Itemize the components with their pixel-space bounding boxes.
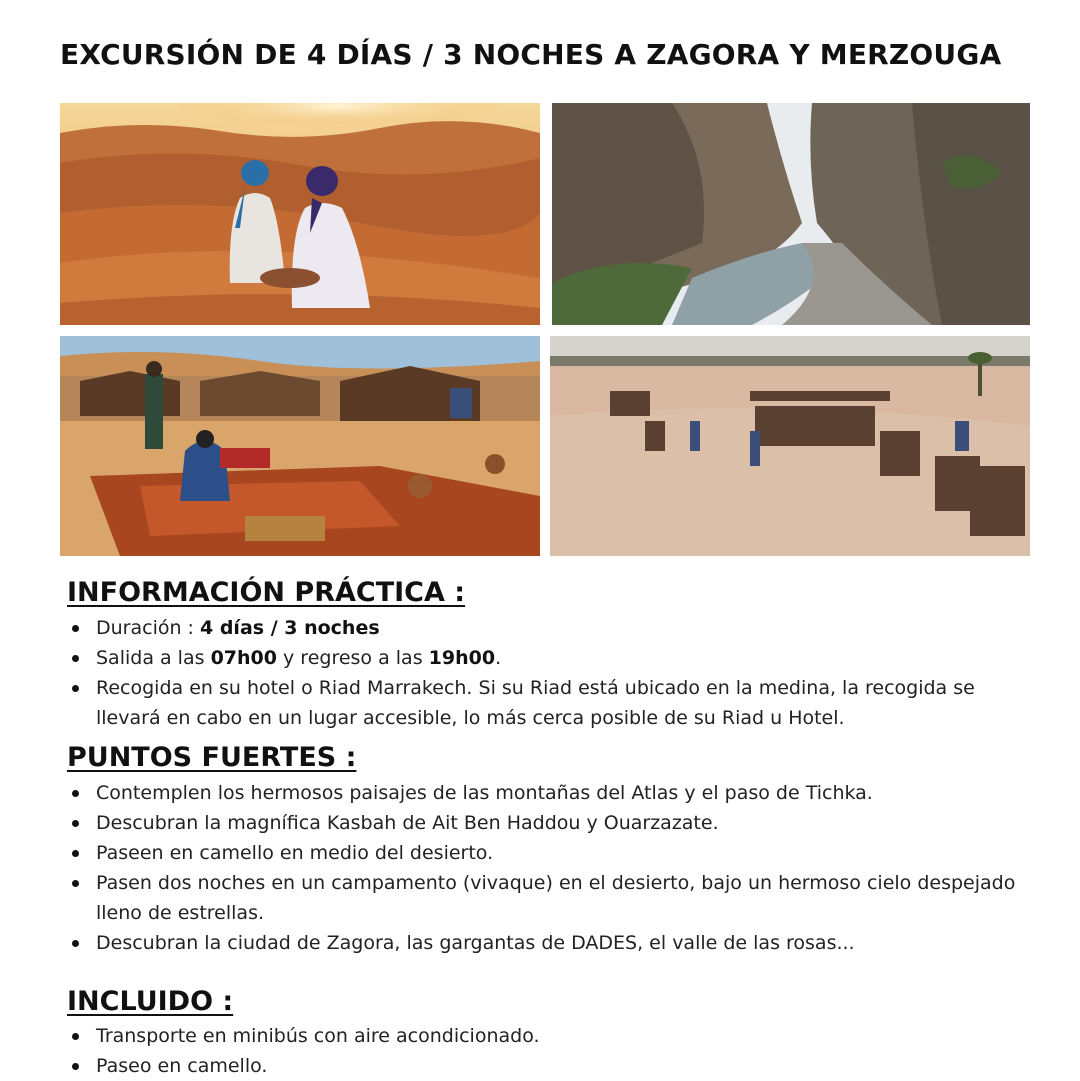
highlights-list — [66, 778, 1026, 958]
list-item: Duración : 4 días / 3 noches — [66, 613, 1026, 643]
canyon-gorge-road-photo — [552, 103, 1030, 325]
list-item: Descubran la ciudad de Zagora, las gargantas de DADES, el valle de las rosas... — [66, 928, 1026, 958]
list-item: Recogida en su hotel o Riad Marrakech. Si su Riad está ubicado en la medina, la recogida se llevará en cabo en un lugar accesible, lo más cerca posible de su Riad u Hotel. — [66, 673, 1026, 733]
included-heading: INCLUIDO : — [67, 986, 234, 1017]
list-item: Salida a las 07h00 y regreso a las 19h00. — [66, 643, 1026, 673]
included-list — [66, 1021, 1026, 1081]
list-item: Pasen dos noches en un campamento (vivaque) en el desierto, bajo un hermoso cielo despejado lleno de estrellas. — [66, 868, 1026, 928]
list-item: Contemplen los hermosos paisajes de las montañas del Atlas y el paso de Tichka. — [66, 778, 1026, 808]
desert-camp-tents-photo — [60, 336, 540, 556]
info-heading: INFORMACIÓN PRÁCTICA : — [67, 577, 466, 608]
list-item: Descubran la magnífica Kasbah de Ait Ben Haddou y Ouarzazate. — [66, 808, 1026, 838]
list-item: Transporte en minibús con aire acondicionado. — [66, 1021, 1026, 1051]
camel-caravan-photo — [550, 336, 1030, 556]
desert-dunes-couple-photo — [60, 103, 540, 325]
list-item: Paseen en camello en medio del desierto. — [66, 838, 1026, 868]
page-title: EXCURSIÓN DE 4 DÍAS / 3 NOCHES A ZAGORA Y MERZOUGA — [60, 38, 1002, 71]
list-item: Paseo en camello. — [66, 1051, 1026, 1081]
highlights-heading: PUNTOS FUERTES : — [67, 742, 357, 773]
info-list — [66, 613, 1026, 733]
